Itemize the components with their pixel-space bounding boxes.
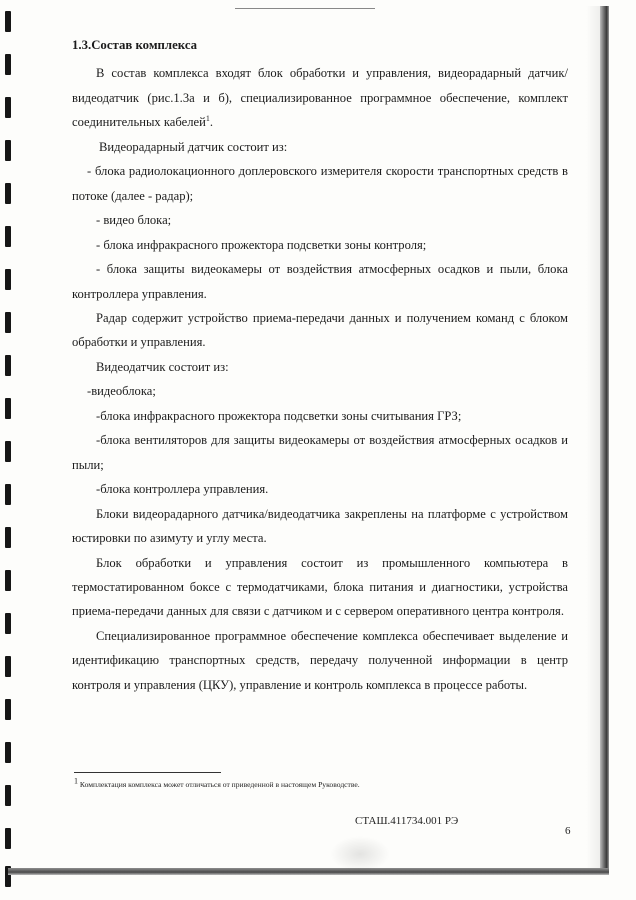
binding-hole — [5, 613, 11, 634]
top-scan-line — [235, 8, 375, 9]
list-item: -блока инфракрасного прожектора подсветки зоны считывания ГРЗ; — [96, 408, 462, 423]
page-bottom-edge — [8, 868, 609, 875]
right-edge-shadow — [586, 6, 600, 874]
paragraph-text: В состав комплекса входят блок обработки и управления, видеорадарный датчик/видеодатчик (рис.1.3а и б), специализированное программное обеспечение, комплект соединительных кабелей — [72, 66, 568, 130]
document-code: СТАШ.411734.001 РЭ — [355, 815, 459, 827]
page-number: 6 — [565, 825, 571, 837]
document-body — [72, 33, 568, 697]
binding-hole — [5, 97, 11, 118]
binding-holes — [2, 0, 16, 900]
footnote-separator — [74, 772, 221, 773]
footnote-reference: 1 — [205, 114, 210, 124]
list-item: -блока вентиляторов для защиты видеокамеры от воздействия атмосферных осадков и пыли; — [72, 433, 568, 472]
paragraph: Специализированное программное обеспечение комплекса обеспечивает выделение и идентификацию транспортных средств, передачу полученной информации в центр контроля и управления (ЦКУ), управление и контроль комплекса в процессе работы. — [72, 628, 568, 692]
binding-hole — [5, 527, 11, 548]
binding-hole — [5, 570, 11, 591]
binding-hole — [5, 785, 11, 806]
binding-hole — [5, 269, 11, 290]
binding-hole — [5, 699, 11, 720]
binding-hole — [5, 398, 11, 419]
binding-hole — [5, 183, 11, 204]
paragraph: Блоки видеорадарного датчика/видеодатчика закреплены на платформе с устройством юстировки по азимуту и углу места. — [72, 506, 568, 546]
paragraph — [72, 61, 568, 134]
list-item: - блока радиолокационного доплеровского измерителя скорости транспортных средств в потоке (далее - радар); — [72, 164, 568, 203]
list-item: - видео блока; — [96, 213, 172, 228]
footnote-mark: 1 — [74, 776, 78, 786]
list-item: -видеоблока; — [87, 384, 156, 399]
binding-hole — [5, 828, 11, 849]
footnote — [74, 776, 554, 790]
list-item: - блока защиты видеокамеры от воздействия атмосферных осадков и пыли, блока контроллера управления. — [72, 262, 568, 301]
paragraph-tail: . — [209, 115, 213, 130]
binding-hole — [5, 742, 11, 763]
paragraph: Блок обработки и управления состоит из промышленного компьютера в термостатированном боксе с термодатчиками, блока питания и диагностики, устройства приема-передачи данных для связи с датчиком и с сервером оперативного центра контроля. — [72, 555, 568, 619]
binding-hole — [5, 355, 11, 376]
list-item: - блока инфракрасного прожектора подсветки зоны контроля; — [96, 237, 427, 252]
paragraph: Видеорадарный датчик состоит из: — [99, 139, 288, 154]
section-heading: 1.3.Состав комплекса — [72, 38, 198, 52]
binding-hole — [5, 484, 11, 505]
binding-hole — [5, 54, 11, 75]
binding-hole — [5, 441, 11, 462]
paragraph: Радар содержит устройство приема-передачи данных и получением команд с блоком обработки и управления. — [72, 310, 568, 350]
paragraph: Видеодатчик состоит из: — [96, 359, 229, 374]
scan-smudge — [330, 836, 390, 872]
footnote-text: Комплектация комплекса может отличаться от приведенной в настоящем Руководстве. — [79, 780, 360, 789]
binding-hole — [5, 226, 11, 247]
binding-hole — [5, 312, 11, 333]
binding-hole — [5, 656, 11, 677]
binding-hole — [5, 140, 11, 161]
page-right-edge — [600, 6, 609, 874]
list-item: -блока контроллера управления. — [96, 482, 269, 497]
binding-hole — [5, 11, 11, 32]
